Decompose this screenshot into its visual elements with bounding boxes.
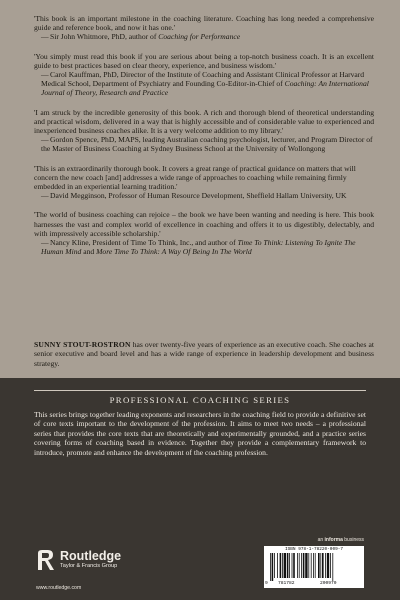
barcode-bar <box>274 553 275 578</box>
review-spence <box>34 108 374 154</box>
author-name: SUNNY STOUT-ROSTRON <box>34 340 131 349</box>
publisher-group: Taylor & Francis Group <box>60 563 118 569</box>
routledge-logo-icon <box>36 549 56 571</box>
barcode-bar <box>327 553 329 578</box>
isbn-number: ISBN 978-1-78220-009-7 <box>285 547 343 552</box>
barcode-bar <box>313 553 314 578</box>
barcode-bar <box>292 553 293 578</box>
reviews-section <box>34 14 374 266</box>
barcode-bar <box>315 553 316 578</box>
barcode-bar <box>325 553 326 578</box>
barcode-bar <box>303 553 305 578</box>
review-attribution: —Sir John Whitmore, PhD, author of Coaching for Performance <box>41 32 241 42</box>
barcode <box>264 546 364 588</box>
publisher-website: www.routledge.com <box>36 585 82 591</box>
review-attribution: —Nancy Kline, President of Time To Think, Inc., and author of Time To Think: Listening To Ignite The Human Mind and More Time To Think: A Way Of Being In The World <box>41 238 356 257</box>
barcode-bar <box>272 553 274 581</box>
review-whitmore <box>34 14 374 42</box>
author-bio-text: has over twenty-five years of experience as an executive coach. She coaches at senior executive and board level and has a wide range of experience in leadership development and business strategy. <box>34 340 374 368</box>
barcode-bar <box>330 553 331 578</box>
barcode-digits-right: 200970 <box>320 581 337 586</box>
review-quote: 'I am struck by the incredible generosity of this book. A rich and thorough blend of theoretical understanding and practical wisdom, delivered in a way that is highly accessible and of considerable value to experienced and inexperienced business coaches alike. It is a very welcome addition to my library.' <box>34 107 374 136</box>
barcode-bar <box>320 553 321 578</box>
barcode-bar <box>311 553 312 578</box>
barcode-bar <box>305 553 307 578</box>
review-attribution: —David Megginson, Professor of Human Resource Development, Sheffield Hallam University, UK <box>41 191 347 201</box>
barcode-digits-left: 781782 <box>278 581 295 586</box>
barcode-bar <box>289 553 290 578</box>
barcode-bar <box>287 553 289 578</box>
review-quote: 'You simply must read this book if you are serious about being a top-notch business coach. It is an excellent guide to best practices based on clear theory, experience, and business wisdom.' <box>34 51 374 70</box>
barcode-bars <box>270 553 358 581</box>
barcode-bar <box>293 553 295 578</box>
review-kline <box>34 210 374 256</box>
barcode-bar <box>301 553 302 578</box>
review-megginson <box>34 164 374 201</box>
barcode-bar <box>277 553 278 578</box>
publisher-name: Routledge <box>60 549 122 563</box>
review-quote: 'The world of business coaching can rejoice – the book we have been wanting and needing is here. This book harnesses the vast and complex world of excellence in coaching and offers it to us digestibly, delectably, and with impressively accessible scholarship.' <box>34 210 374 238</box>
review-attribution: —Gordon Spence, PhD, MAPS, leading Australian coaching psychologist, lecturer, and Program Director of the Master of Business Coaching at Sydney Business School at the University of Wollongong <box>41 135 373 154</box>
barcode-bar <box>284 553 286 578</box>
barcode-bar <box>297 553 298 578</box>
barcode-bar <box>308 553 309 578</box>
series-divider <box>34 390 366 391</box>
barcode-bar <box>318 553 320 578</box>
routledge-logo <box>36 549 156 583</box>
barcode-bar <box>280 553 282 578</box>
author-bio <box>34 340 374 368</box>
review-attribution: —Carol Kauffman, PhD, Director of the Institute of Coaching and Assistant Clinical Professor at Harvard Medical School, Department of Psychiatry and Founding Co-Editor-in-Chief of Coaching: An International Journal of Theory, Research and Practice <box>41 70 369 98</box>
barcode-bar <box>299 553 300 578</box>
review-quote: 'This is an extraordinarily thorough book. It covers a great range of practical guidance on matters that will concern the new coach [and] addresses a wide range of approaches to coaching while remaining firmly embedded in an experiential learning tradition.' <box>34 163 356 192</box>
barcode-bar <box>270 553 271 581</box>
review-quote: 'This book is an important milestone in the coaching literature. Coaching has long needed a comprehensive guide and reference book, and now it has one.' <box>34 14 374 33</box>
series-description: This series brings together leading exponents and researchers in the coaching field to provide a definitive set of core texts important to the development of the profession. It aims to meet two needs – a professional series that provides the core texts that are theoretically and experimentally grounded, and a practice series covering forms of coaching based in evidence. Together they provide a complementary framework to introduce, promote and enhance the development of the coaching profession. <box>34 410 366 457</box>
barcode-bar <box>332 553 333 581</box>
review-kauffman <box>34 52 374 98</box>
barcode-bar <box>322 553 324 578</box>
informa-business-label: an informa business <box>317 537 364 543</box>
barcode-digit-lead: 9 <box>265 581 268 586</box>
barcode-bar <box>282 553 283 578</box>
series-title: PROFESSIONAL COACHING SERIES <box>109 395 291 405</box>
